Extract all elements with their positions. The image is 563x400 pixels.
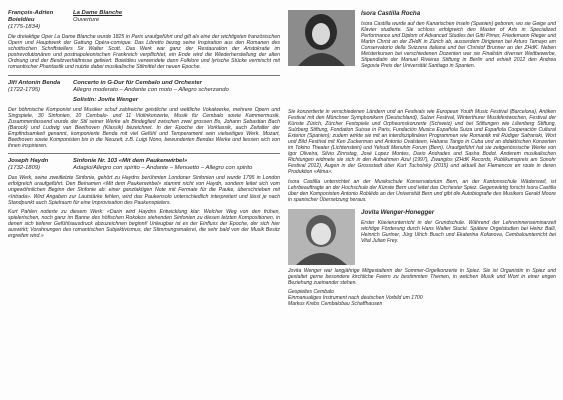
work-description: Die dreiaktige Oper La Dame Blanche wurde 1825 in Paris uraufgeführt und gilt als eine der wichtigsten französischen Opern und Hauptwerk der Gattung Opéra-comique. Das Libretto bezog seine Inspiration aus den Romanen des schottischen Schriftstellers Sir Walter Scott. Das Werk war ganz der Restauration der Aristokratie im postrevolutionären und postnapoleonischen Frankreich verpflichtet, ein Ende wird die Wiederherstellung der alten Ordnung und der Besitzverhältnisse gefeiert. Boieldieu verwendete dann Folklore und lyrische Stücke vermischt mit romantischer Phantastik und nutzte dabei musikalische Stilmittel der neuen Epoche. <box>8 34 280 71</box>
composer-name: Jiří Antonín Benda <box>8 79 61 86</box>
portrait-image <box>288 10 355 66</box>
work-subtitle: Ouverture <box>73 17 100 23</box>
composer-block <box>8 158 73 172</box>
composer-years: (1722-1795) <box>8 86 41 93</box>
composer-block <box>8 80 73 104</box>
composer-years: (1732-1809) <box>8 165 41 172</box>
bio-paragraph: Sie konzertierte in verschiedenen Ländern und an Festivals wie European Youth Music Festival (Barcelona), Antiken Festival mit den Münchner Symphonikern (Deutschland), Sulzer Festival, Winterthurer Musikfestwochen, Festival der Künste Zürich, Zürcher Festspiele und Orpheumskonzerte (Schweiz) und bei Stiftungen wie Lilienberg Stiftung, Sulzberg Stiftung, Fondation Suisse in Paris, Fundación Musica Española Suiza und Española Cooperación Cultural Exterior (Spanien); zudem wirkte sie mit an interdisziplinären Programmen wie Romantik mit Rüdiger Safranski, Wort und Bild Festival mit Ken Zuckerman und Antonio Ovalsteen, Habana Tango in Cuba und an didaktischen Konzerten im Tokino Theater (Lichtenstein) und Yehudi Menuhin Forum (Bern). Uraufgeführt hat sie zeitgenössische Werke von Igor Oliveira, Silvio Zinnstag, José Lopez Montes, Dario Andrades und Sasha Bodot. Anderem musikalischen Richtungen widmete sie sich in den Aufnahmen Azul (1997), Zwanglos (ZHdK Records, Publikumspreis am Sonohr Festival 2012), Augen in der Grossstadt über Kurt Tucholsky (2015) und aktuell bei Flamencos en route in deren Produktion «Alma». <box>288 109 556 176</box>
work-description: Der böhmische Komponist und Musiker schuf zahlreiche geistliche und weltliche Vokalwerke, mehrere Opern und Singspiele, 30 Sinfonien, 10 Cembalo- und 11 Violinkonzerte, Musik für Cembalo sowie Kammermusik. Zusammenfassend wurde der Stil seiner Werke als Bindeglied zwischen zwei grossen Bs, Johann Sebastian Bach (Barock) und Ludwig van Beethoven (Klassik) bezeichnet. In der Epoche der Vorklassik, auch Zeitalter der Empfindsamkeit genannt, komponierte Benda mit viel Gefühl und Temperament sein vielseitiges Werk. Mozart, Beethoven sowie Komponisten bis in die Neuzeit, z.B. Luigi Nono, bewunderten Bendas Werke und liessen sich von ihnen inspirieren. <box>8 106 280 150</box>
haydn-entry <box>8 158 280 239</box>
program-notes-column <box>8 10 280 239</box>
boieldieu-entry <box>8 10 280 71</box>
biographies-column <box>288 10 556 307</box>
performer-name: Jovita Wenger-Honegger <box>361 208 435 216</box>
composer-name: François-Adrien Boieldieu <box>8 10 54 23</box>
work-description: Das Werk, seine zweitletzte Sinfonie, gehört zu Haydns berühmten Londoner Sinfonien und wurde 1795 in London erfolgreich uraufgeführt. Den Beinamen «Mit dem Paukenwirbel» stammt nicht von Haydn, sondern leitet sich vom ungewöhnlichen Beginn der Sinfonie ab: einer ganztaktigen Note mit Fermate für die Pauke, überschrieben mit «Intrada». Wird Angaben zur Lautstärke fehlen, wird das Paukensolo unterschiedlich interpretiert und lässt je nach Standpunkt auch Spielraum für eine Improvisation des Paukenspielers. <box>8 175 280 206</box>
work-subtitle: Adagio/Allegro con spirito – Andante – Menuetto – Allegro con spirito <box>73 165 253 172</box>
performer-name: Isora Castilla Rocha <box>361 10 421 17</box>
composer-block <box>8 10 73 31</box>
portrait-photo <box>288 209 355 265</box>
bio-intro <box>361 10 556 69</box>
portrait-image <box>288 209 355 265</box>
divider <box>8 153 280 154</box>
benda-entry <box>8 80 280 150</box>
composer-years: (1775-1834) <box>8 24 41 30</box>
work-block <box>73 80 280 104</box>
work-title: Sinfonie Nr. 103 «Mit dem Paukenwirbel» <box>73 158 188 165</box>
soloist-line: Solistin: Jovita Wenger <box>73 96 139 103</box>
entry-header <box>8 10 280 31</box>
bio-intro <box>361 209 556 244</box>
work-subtitle: Allegro moderato – Andante con moto – Allegro scherzando <box>73 86 229 93</box>
castilla-bio <box>288 10 556 203</box>
instrument-note: Gespieltes Cembalo Einmanualiges Instrument nach deutschen Vorbild um 1700 Markus Krebs Cembalobau Schaffhausen <box>288 288 423 307</box>
wenger-bio <box>288 209 556 307</box>
bio-paragraph: Jovita Wenger war langjährige Mitgestalterin der Sommer-Orgelkonzerte in Spiez. Sie ist Organistin in Spiez und gestaltet gerne besondere kirchliche Feiern zu bestimmten Themen, in welchen Musik und Wort in einer engen Beziehung zueinander stehen. <box>288 267 556 286</box>
bio-paragraph: Erster Klavierunterricht in der Grundschule. Während der Lehrerinnenseminarzeit wichtige Förderung durch Hans Walter Stucki. Spätere Orgelstudien bei Heinz Balli, Heinrich Gurtner, Jürg Ulrich Busch und Ekaterina Kofanova, Cembalounterricht bei Vital Julian Frey. <box>361 219 556 244</box>
work-title: Concerto in G-Dur für Cembalo und Orchester <box>73 79 202 86</box>
composer-name: Joseph Haydn <box>8 158 49 165</box>
work-block <box>73 158 280 172</box>
bio-paragraph: Isora Castilla unterrichtet an der Musikschule Konservatorium Bern, an der Kantonsschule Wädenswil, ist Lehrbeauftragte an der Hochschule der Künste Bern und leitet das Orchester Spiez. Gegenwärtig forscht Isora Castilla über den Komponisten Antonio Roblédo an der Universität Bern und gibt die Autobiografie des Musikers Gerald Moore in spanischer Übersetzung heraus. <box>288 178 556 203</box>
portrait-photo <box>288 10 355 66</box>
bio-paragraph: Isora Castilla wurde auf den Kanarischen Inseln (Spanien) geboren, wo sie Geige und Klavier studierte. Sie schloss erfolgreich den Master of Arts in Specialized Performance und Diplom of Advanced Studies bei Gitti Pirner, Friedemann Rieger und Martin Christ an der ZHdK in Zürich ab, ausserdem Dirigieren bei Arturo Tamayo am Conservatorio della Svizzera italiana und bei Christof Brunner an der ZHdK. Neben Meisterkursen bei verschiedenen Dozenten war sie Finalistin diverser Wettbewerbe, Stipendiatin der Manuel Rivieras Stiftung in Berlin und erhielt 2012 den Andrea Segovia Preis der Universität Santiago in Spanien. <box>361 21 556 70</box>
entry-header <box>8 80 280 104</box>
work-title: La Dame Blanche <box>73 10 123 16</box>
work-block <box>73 10 280 31</box>
work-quote: Kurt Pahlen notierte zu diesem Werk: «Darin wird Haydns Entwicklung klar: Welcher Weg von den frühen, spielerischen, noch ganz im Banne des höfischen Rokokos stehenden Sinfonien zu diesen letzten Kompositionen, in denen sich tieferer Gefühlsausdruck abzuzeichnen beginnt! Unleugbar ist es der Einfluss der Epoche, der sich hier auswirkt; Vorahnungen des romantischen Subjektivismus, der Stimmungsmalerei, die sehr bald von der Musik Besitz ergreifen wird.» <box>8 208 280 240</box>
entry-header <box>8 158 280 172</box>
divider <box>8 75 280 76</box>
